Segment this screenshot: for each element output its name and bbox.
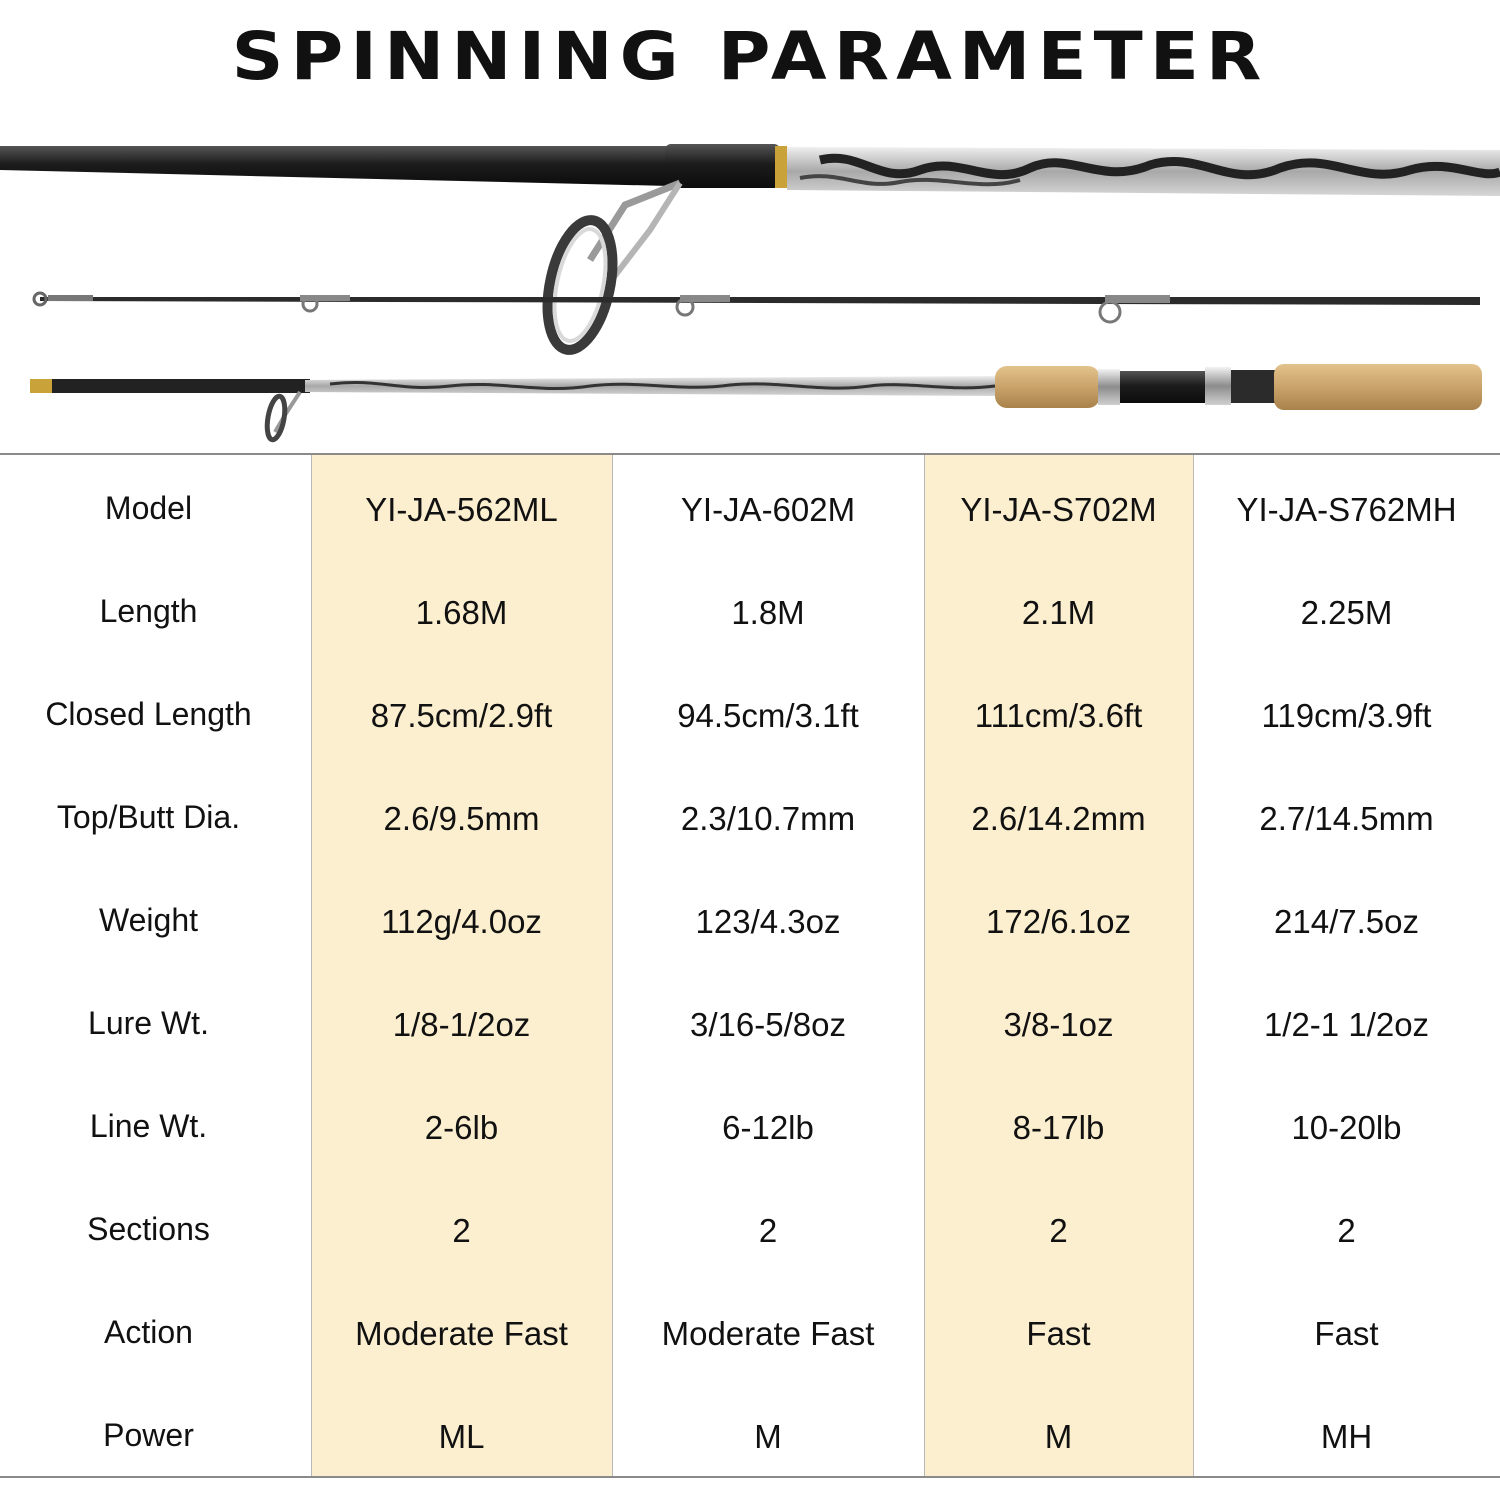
- row-label: Top/Butt Dia.: [56, 799, 241, 835]
- table-cell: 1.8M: [731, 594, 805, 631]
- table-cell: 8-17lb: [1012, 1109, 1105, 1146]
- row-label: Power: [103, 1417, 194, 1453]
- rod-butt-section: [0, 144, 1500, 196]
- table-cell: M: [1044, 1418, 1073, 1455]
- reel-seat: [1098, 367, 1276, 405]
- table-cell: 123/4.3oz: [695, 903, 841, 940]
- table-cell: 2: [452, 1212, 471, 1249]
- table-bottom-rule: [0, 1476, 1500, 1478]
- table-cell: 2.1M: [1021, 594, 1096, 631]
- table-cell: 3/16-5/8oz: [690, 1006, 846, 1043]
- page-title: SPINNING PARAMETER: [231, 17, 1269, 95]
- row-label: Sections: [87, 1211, 210, 1247]
- table-cell: 2.6/14.2mm: [971, 800, 1146, 837]
- table-cell: 2: [758, 1212, 778, 1249]
- table-cell: 214/7.5oz: [1274, 903, 1419, 940]
- table-cell: 2.7/14.5mm: [1259, 800, 1434, 837]
- table-top-rule: [0, 453, 1500, 455]
- table-cell: YI-JA-562ML: [365, 491, 558, 528]
- table-cell: 2.6/9.5mm: [383, 800, 540, 837]
- table-cell: 1.68M: [415, 594, 508, 631]
- table-cell: YI-JA-S762MH: [1236, 491, 1457, 528]
- row-label: Action: [104, 1314, 193, 1350]
- rod-full-assembled: [30, 364, 1482, 441]
- row-label: Weight: [98, 902, 198, 938]
- table-cell: 111cm/3.6ft: [974, 697, 1143, 734]
- row-label: Lure Wt.: [88, 1005, 209, 1041]
- table-cell: 2.3/10.7mm: [680, 800, 856, 837]
- line-guide: [537, 183, 680, 356]
- table-cell: Fast: [1026, 1315, 1091, 1352]
- table-cell: 10-20lb: [1291, 1109, 1402, 1146]
- table-cell: YI-JA-S702M: [960, 491, 1157, 528]
- row-label: Length: [99, 593, 198, 629]
- table-cell: 112g/4.0oz: [381, 903, 542, 940]
- table-cell: 1/8-1/2oz: [392, 1006, 531, 1043]
- table-cell: 87.5cm/2.9ft: [370, 697, 553, 734]
- table-cell: 2.25M: [1300, 594, 1393, 631]
- table-cell: 6-12lb: [722, 1109, 814, 1146]
- row-label: Closed Length: [45, 696, 252, 732]
- row-label: Line Wt.: [89, 1108, 208, 1144]
- table-cell: 3/8-1oz: [1003, 1006, 1114, 1043]
- cork-grip: [995, 366, 1100, 408]
- table-cell: YI-JA-602M: [680, 491, 856, 528]
- table-cell: 2: [1049, 1212, 1068, 1249]
- table-cell: 1/2-1 1/2oz: [1263, 1006, 1430, 1043]
- table-cell: Fast: [1314, 1315, 1379, 1352]
- row-label: Model: [104, 490, 193, 526]
- table-cell: 2-6lb: [424, 1109, 499, 1146]
- table-cell: 94.5cm/3.1ft: [677, 697, 859, 734]
- rod-tip-section: [34, 293, 1480, 322]
- table-cell: 172/6.1oz: [986, 903, 1131, 940]
- table-cell: 2: [1337, 1212, 1356, 1249]
- table-cell: ML: [438, 1418, 485, 1455]
- table-cell: Moderate Fast: [355, 1315, 568, 1352]
- table-cell: M: [754, 1418, 782, 1455]
- fishing-rod-illustration: [0, 110, 1500, 455]
- table-cell: MH: [1320, 1418, 1373, 1455]
- table-cell: Moderate Fast: [661, 1315, 875, 1352]
- table-cell: 119cm/3.9ft: [1261, 697, 1432, 734]
